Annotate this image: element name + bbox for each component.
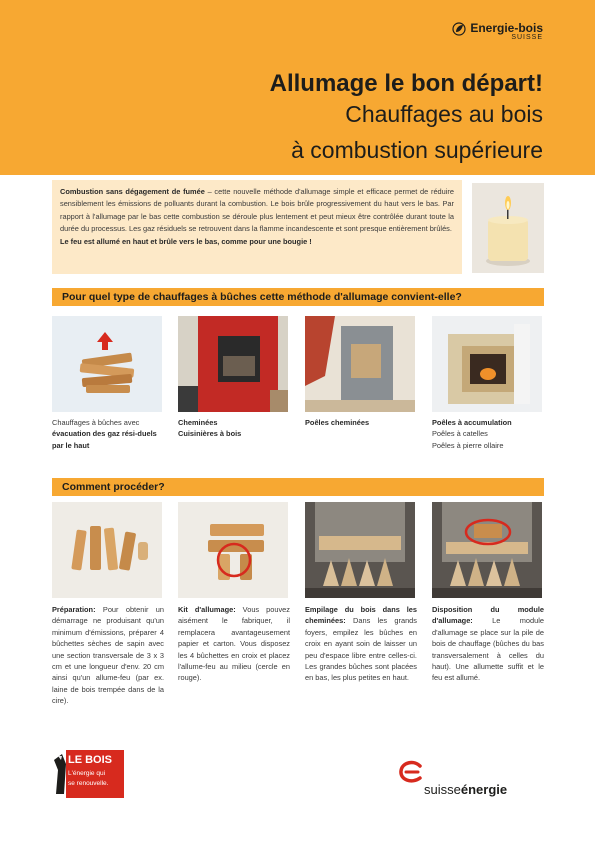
photo-wood-pile	[305, 502, 415, 598]
caption-text: Chauffages à bûches avec	[52, 418, 140, 427]
candle-photo	[472, 183, 544, 273]
energie-bois-logo	[452, 22, 543, 41]
intro-text	[52, 180, 462, 254]
caption-bold: Cuisinières à bois	[178, 429, 242, 439]
photo-fireplace	[178, 316, 288, 412]
step-text: Vous pouvez aisément le fabriquer, il remplacera avantageusement papier et carton. Vous disposez les 4 bûchettes en croix et placez l'allume-feu au milieu (cercle en rouge).	[178, 605, 290, 683]
step-stacking	[305, 604, 417, 684]
intro-closing: Le feu est allumé en haut et brûle vers le bas, comme pour une bougie !	[60, 236, 312, 246]
step-text: Le module d'allumage se place sur la pile de bois de chauffage (bûches du bas transversalement à celles du haut). Une allumette suffit et le feu est allumé.	[432, 616, 544, 683]
step-title: Kit d'allumage:	[178, 605, 236, 614]
step-title: Préparation:	[52, 605, 96, 614]
step-text: Pour obtenir un démarrage ne produisant qu'un minimum d'émissions, préparer 4 bûchettes sèches de sapin avec une section transversale de 3 x 3 cm et une longueur d'env. 20 cm ainsi qu'un allume-feu (par ex. laine de bois trempée dans de la cire).	[52, 605, 164, 706]
brand-name: Energie-bois	[470, 21, 543, 35]
caption-text: Poêles à pierre ollaire	[432, 440, 504, 450]
caption-storage-stoves	[432, 417, 544, 451]
le-bois-logo	[52, 750, 126, 805]
caption-stoves	[305, 417, 417, 428]
caption-bold: Poêles à accumulation	[432, 418, 512, 427]
step-title: Empilage du bois dans les cheminées:	[305, 605, 417, 626]
step-ignition-kit	[178, 604, 290, 684]
wordmark-part2: énergie	[460, 782, 508, 797]
leaf-icon	[452, 22, 466, 36]
photo-ignition-kit	[178, 502, 288, 598]
section-heading-bar	[52, 288, 544, 306]
photo-stove	[305, 316, 415, 412]
section2-heading: Comment procéder?	[62, 481, 165, 493]
caption-bold: évacuation des gaz rési-duels par le haut	[52, 429, 157, 450]
section-heading-bar	[52, 478, 544, 496]
page-subtitle-line2: à combustion supérieure	[291, 137, 543, 163]
step-preparation	[52, 604, 164, 707]
step-title: Disposition du module d'allumage:	[432, 605, 544, 626]
photo-wood-stack	[52, 316, 162, 412]
caption-text: Poêles à catelles	[432, 429, 488, 439]
step-text: Dans les grands foyers, empilez les bûches en croix en ayant soin de laisser un peu d'espace libre entre celles-ci. Les grandes bûches sont placées en bas, les plus petites en haut.	[305, 616, 417, 683]
le-bois-title: LE BOIS	[68, 754, 113, 766]
page-title: Allumage le bon départ!	[269, 70, 543, 97]
caption-bold: Cheminées	[178, 418, 218, 427]
intro-lead: Combustion sans dégagement de fumée	[60, 187, 205, 196]
photo-module-placement	[432, 502, 542, 598]
le-bois-tag1: L'énergie qui	[68, 770, 106, 777]
intro-box	[52, 180, 462, 274]
page-subtitle-line1: Chauffages au bois	[345, 101, 543, 127]
le-bois-tag2: se renouvelle.	[68, 780, 109, 787]
brand-sub: SUISSE	[511, 34, 543, 41]
caption-fireplaces	[178, 417, 290, 440]
photo-prepared-sticks	[52, 502, 162, 598]
wordmark-part1: suisse	[424, 782, 461, 797]
suisse-energie-wordmark	[424, 782, 507, 797]
caption-wood-heating	[52, 417, 164, 451]
swirl-icon	[398, 760, 424, 784]
section1-heading: Pour quel type de chauffages à bûches cette méthode d'allumage convient-elle?	[62, 291, 462, 303]
intro-body: – cette nouvelle méthode d'allumage simple et efficace permet de réduire sensiblement les émissions de polluants durant la combustion. Le bois brûle progressivement du haut vers le bas. Par rapport à l'allumage par le bas cette combustion se déroule plus lentement et peut mieux être contrôlée durant toute la durée du processus. Les gaz résiduels se retrouvent dans la flamme incandescente et sont presque entièrement brûlés.	[60, 187, 454, 234]
photo-storage-stove	[432, 316, 542, 412]
caption-bold: Poêles cheminées	[305, 418, 370, 427]
step-module	[432, 604, 544, 684]
